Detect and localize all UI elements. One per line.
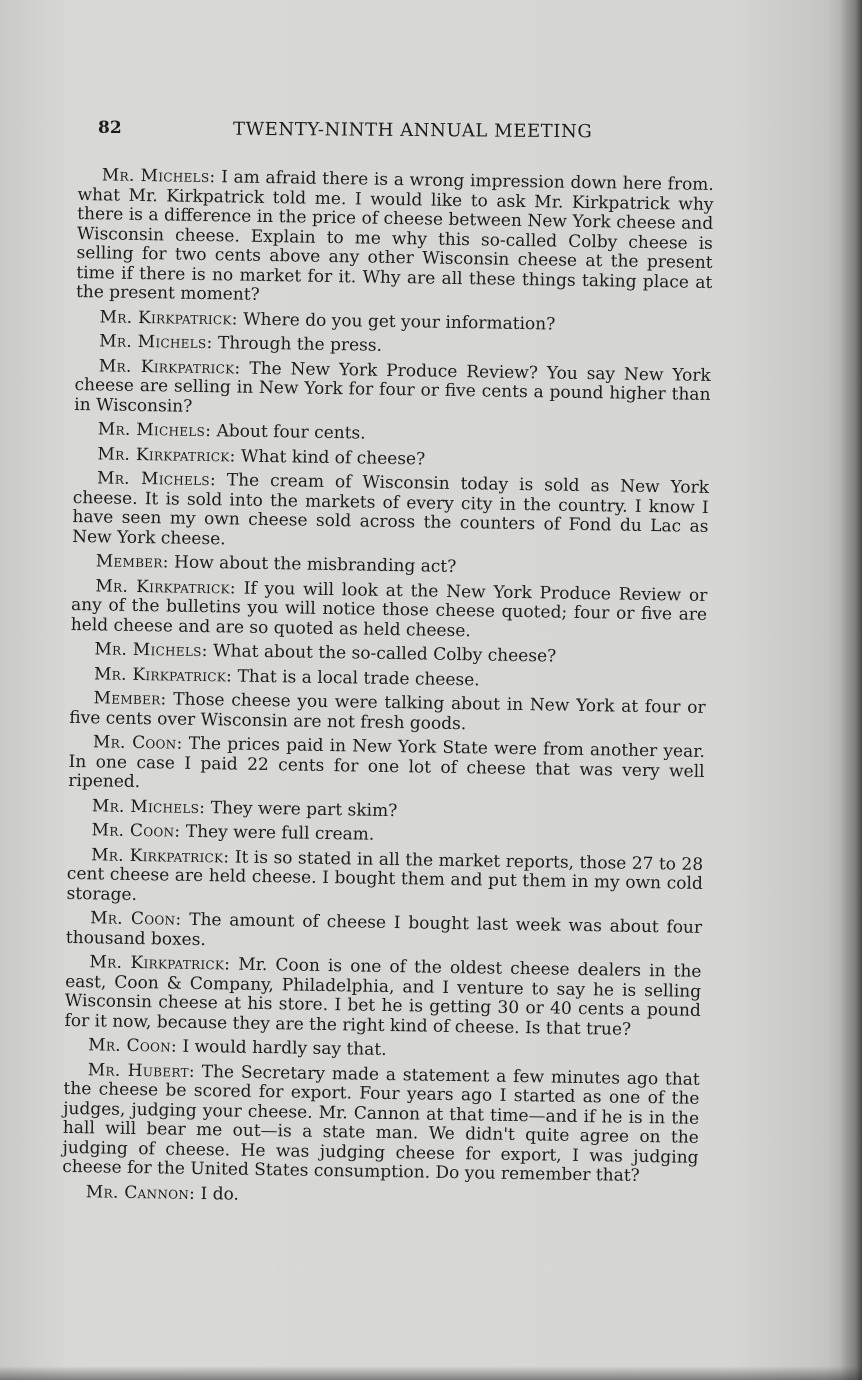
speaker-name: Mr. Kirkpatrick: — [95, 575, 237, 599]
speaker-name: Mr. Kirkpatrick: — [98, 355, 241, 379]
speech-text: They were part skim? — [205, 797, 398, 821]
speaker-name: Mr. Kirkpatrick: — [91, 844, 230, 867]
page-number: 82 — [98, 118, 122, 138]
speech-text: The cream of Wisconsin today is sold as New York cheese. It is sold into the markets of every city in the country. I know I have seen my own cheese sold across the counters of Fond du Lac as New York cheese. — [72, 470, 710, 549]
speech-text: The New York Produce Review? You say New York cheese are selling in New York for four or five cents a pound higher than in Wisconsin? — [74, 358, 711, 417]
speaker-name: Mr. Kirkpatrick: — [99, 306, 238, 330]
speaker-name: Mr. Michels: — [96, 468, 217, 491]
speaker-name: Mr. Coon: — [92, 732, 183, 754]
dialogue-paragraph — [74, 356, 711, 424]
speaker-name: Mr. Coon: — [88, 1035, 178, 1057]
running-title: TWENTY-NINTH ANNUAL MEETING — [232, 118, 593, 143]
speech-text: The prices paid in New York State were from another year. In one case I paid 22 cents for one lot of cheese that was very well ripened. — [68, 733, 706, 793]
transcript-body — [62, 166, 714, 1217]
speech-text: Through the press. — [212, 333, 383, 356]
speech-text: The Secretary made a statement a few minutes ago that the cheese be scored for export. Four years ago I started as one of the judges, judging your cheese. Mr. Cannon at that time—and if he is in the hall will bear me out—is a state man. We didn't quite agree on the judging of cheese. He was judging cheese for export, I was judging cheese for the United States consumption. Do you remember that? — [62, 1061, 700, 1186]
dialogue-paragraph — [66, 909, 703, 958]
speaker-name: Member: — [95, 551, 169, 573]
speaker-name: Mr. Coon: — [90, 908, 182, 930]
dialogue-paragraph — [62, 1182, 698, 1211]
speaker-name: Mr. Hubert: — [87, 1059, 196, 1082]
speaker-name: Mr. Michels: — [97, 419, 212, 442]
page-edge-shadow — [840, 0, 862, 1380]
dialogue-paragraph — [72, 469, 709, 557]
speaker-name: Mr. Michels: — [99, 331, 213, 354]
speech-text: The amount of cheese I bought last week was about four thousand boxes. — [65, 909, 703, 950]
speaker-name: Mr. Kirkpatrick: — [93, 663, 233, 686]
speech-text: I am afraid there is a wrong impression down here from. what Mr. Kirkpatrick told me. I would like to ask Mr. Kirkpatrick why there is a difference in the price of cheese between New York cheese and Wisconsin cheese. Explain to me why this so-called Colby cheese is selling for two cents above any other Wisconsin cheese at the present time if there is no market for it. Why are all these things taking place at the present moment? — [75, 167, 714, 305]
speech-text: They were full cream. — [180, 821, 375, 845]
speaker-name: Mr. Kirkpatrick: — [89, 952, 231, 975]
page-header — [98, 116, 718, 146]
dialogue-paragraph — [66, 845, 703, 913]
speech-text: What kind of cheese? — [235, 446, 426, 469]
speech-text: It is so stated in all the market reports, those 27 to 28 cent cheese are held cheese. I bought them and put them in my own cold storage. — [66, 846, 704, 905]
speech-text: Where do you get your information? — [237, 309, 556, 335]
speech-text: What about the so-called Colby cheese? — [207, 641, 557, 667]
dialogue-paragraph — [68, 733, 705, 801]
speaker-name: Mr. Michels: — [94, 639, 208, 662]
speech-text: I do. — [195, 1183, 240, 1205]
speaker-name: Mr. Kirkpatrick: — [97, 443, 236, 467]
speaker-name: Member: — [93, 688, 167, 710]
speaker-name: Mr. Michels: — [101, 165, 216, 188]
speaker-name: Mr. Cannon: — [85, 1181, 196, 1204]
speaker-name: Mr. Michels: — [91, 795, 206, 818]
speaker-name: Mr. Coon: — [91, 820, 181, 842]
speech-text: I would hardly say that. — [176, 1036, 387, 1060]
dialogue-paragraph — [76, 166, 714, 312]
speech-text: Mr. Coon is one of the oldest cheese dealers in the east, Coon & Company, Philadelphia, and I venture to say he is selling Wisconsin cheese at his store. I bet he is getting 30 or 40 cents a pound for it now, because they are the right kind of cheese. Is that true? — [64, 954, 702, 1040]
speech-text: If you will look at the New York Produce Review or any of the bulletins you will notice those cheese quoted; four or five are held cheese and are so quoted as held cheese. — [70, 578, 708, 641]
speech-text: About four cents. — [211, 421, 366, 444]
speech-text: That is a local trade cheese. — [231, 665, 480, 690]
speech-text: Those cheese you were talking about in New York at four or five cents over Wisconsin are not fresh goods. — [69, 689, 706, 734]
dialogue-paragraph — [71, 576, 708, 644]
dialogue-paragraph — [69, 689, 706, 738]
dialogue-paragraph — [64, 953, 701, 1041]
speech-text: How about the misbranding act? — [168, 552, 457, 577]
dialogue-paragraph — [62, 1060, 700, 1187]
page-bottom-shadow — [0, 1366, 862, 1380]
